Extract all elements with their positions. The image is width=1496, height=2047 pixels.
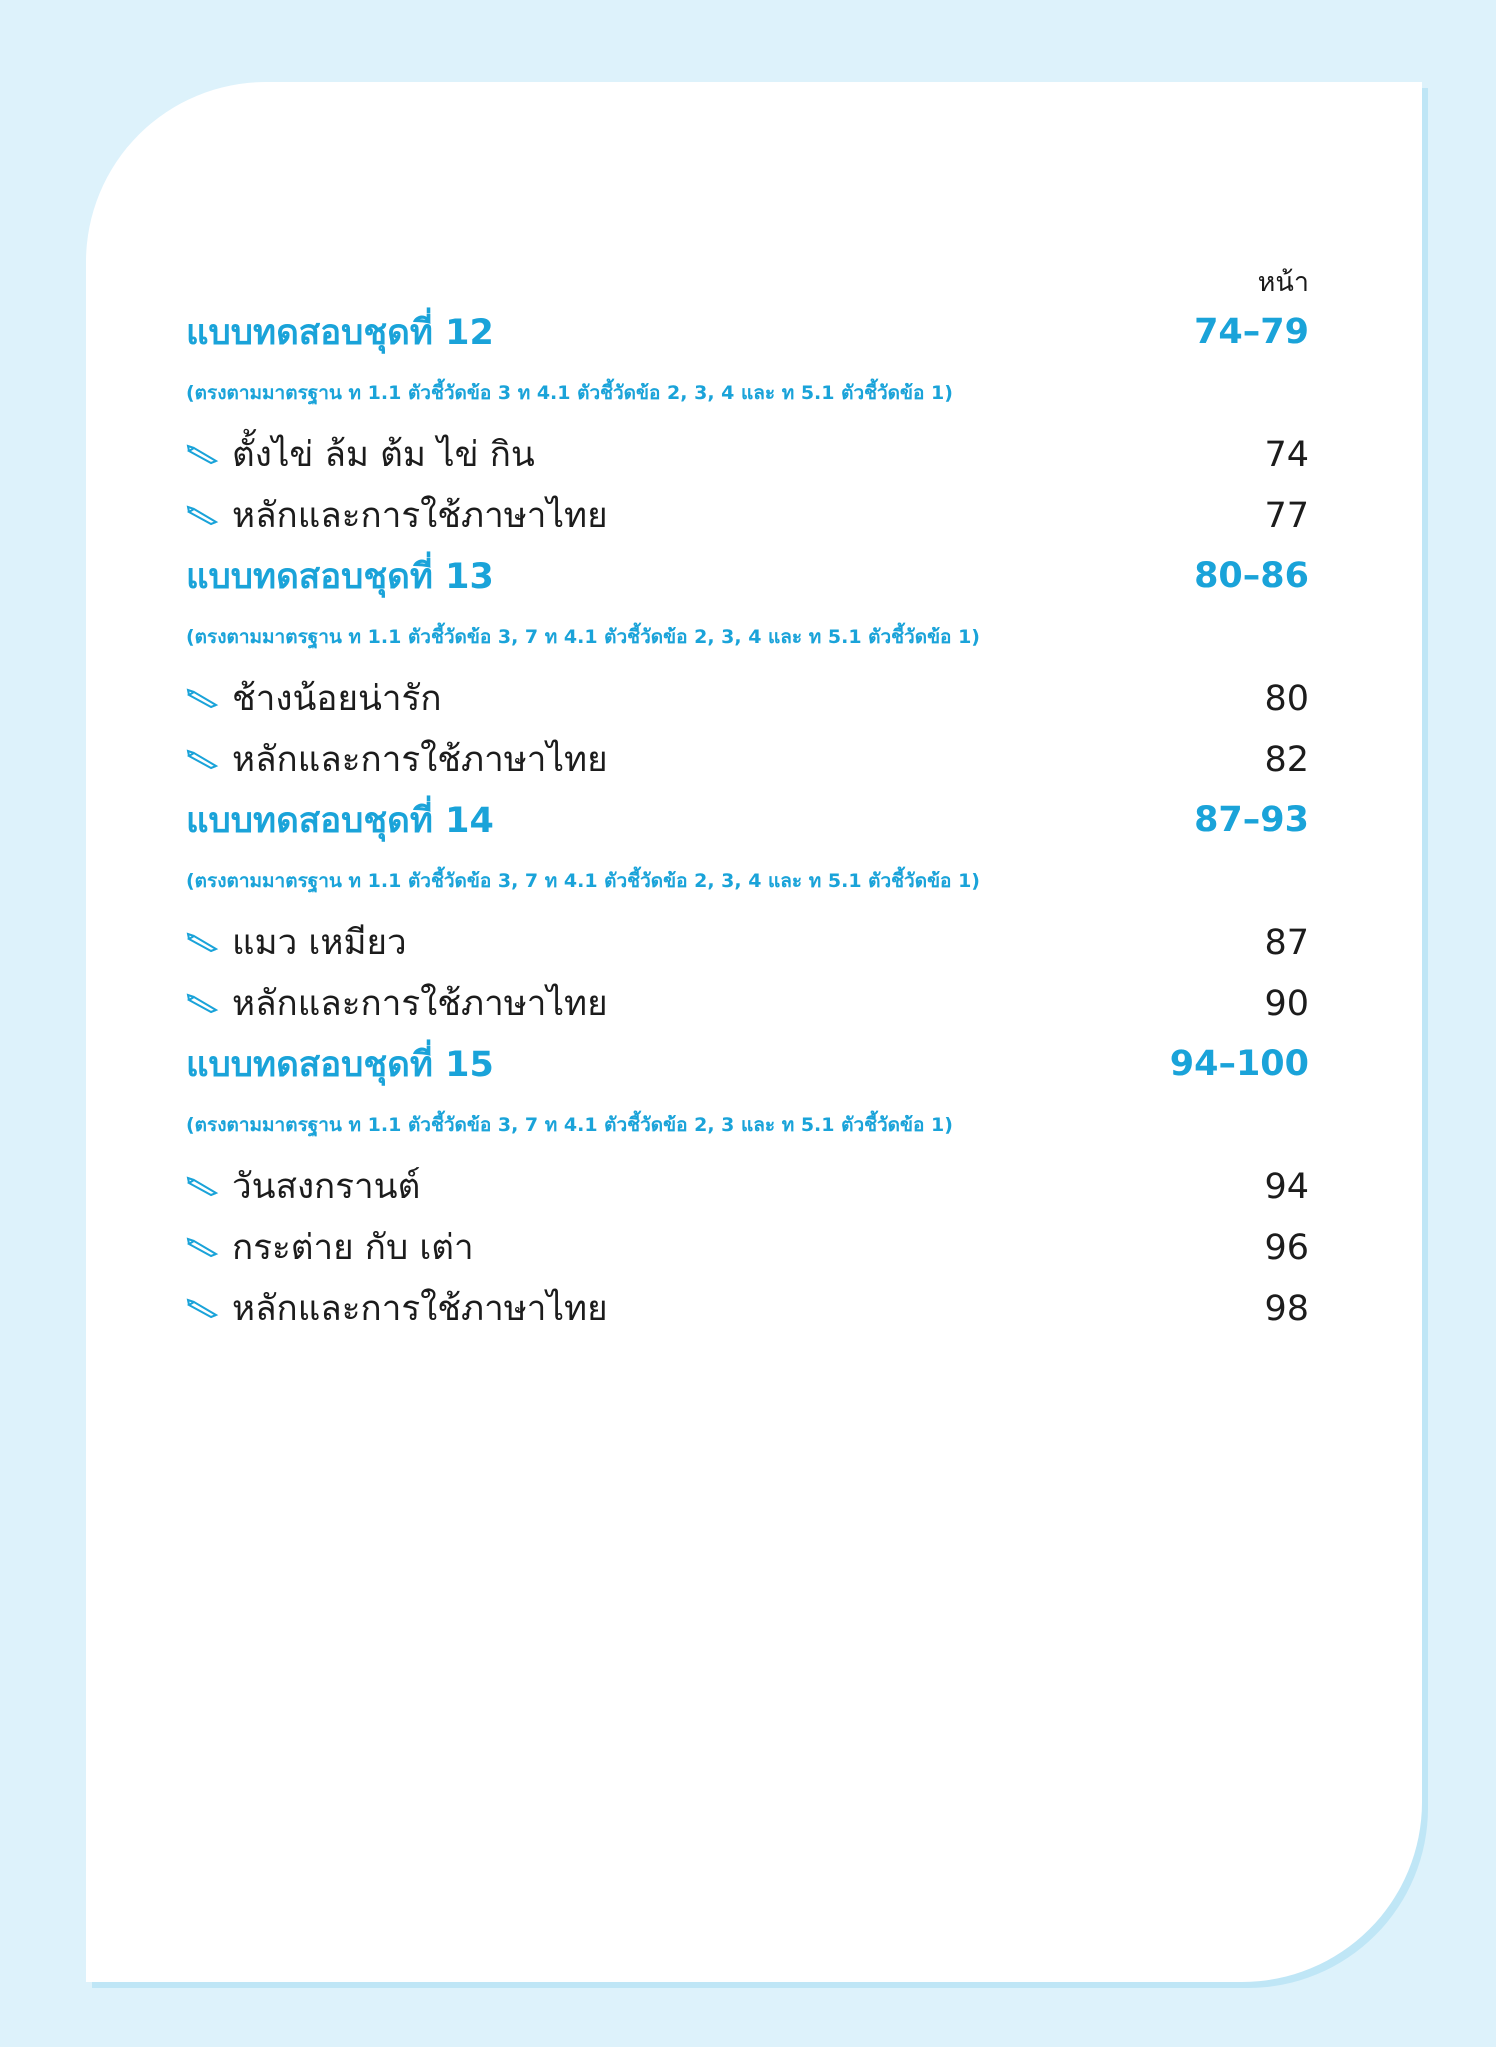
toc-item-page: 77 — [1264, 495, 1309, 536]
section-header-15[interactable] — [186, 1034, 1309, 1094]
toc-item-page: 80 — [1264, 678, 1309, 719]
section-standards: (ตรงตามมาตรฐาน ท 1.1 ตัวชี้วัดข้อ 3, 7 ท 4.1 ตัวชี้วัดข้อ 2, 3, 4 และ ท 5.1 ตัวชี้วัดข้อ 1) — [186, 626, 980, 648]
section-standards: (ตรงตามมาตรฐาน ท 1.1 ตัวชี้วัดข้อ 3, 7 ท 4.1 ตัวชี้วัดข้อ 2, 3, 4 และ ท 5.1 ตัวชี้วัดข้อ 1) — [186, 870, 980, 892]
section-header-14[interactable] — [186, 790, 1309, 850]
toc-item-page: 98 — [1264, 1288, 1309, 1329]
section-pages: 80–86 — [1194, 556, 1309, 596]
section-standards: (ตรงตามมาตรฐาน ท 1.1 ตัวชี้วัดข้อ 3 ท 4.1 ตัวชี้วัดข้อ 2, 3, 4 และ ท 5.1 ตัวชี้วัดข้อ 1) — [186, 382, 953, 404]
pencil-icon — [186, 1236, 220, 1260]
toc-item[interactable] — [186, 1278, 1309, 1339]
pencil-icon — [186, 687, 220, 711]
toc-item-page: 87 — [1264, 922, 1309, 963]
pencil-icon — [186, 931, 220, 955]
toc-item[interactable] — [186, 1217, 1309, 1278]
toc-item-page: 90 — [1264, 983, 1309, 1024]
toc-item-page: 94 — [1264, 1166, 1309, 1207]
toc-item[interactable] — [186, 485, 1309, 546]
toc-item-page: 82 — [1264, 739, 1309, 780]
section-header-13[interactable] — [186, 546, 1309, 606]
pencil-icon — [186, 443, 220, 467]
toc-item[interactable] — [186, 912, 1309, 973]
toc-item-label: กระต่าย กับ เต่า — [232, 1228, 474, 1268]
toc-item-label: ช้างน้อยน่ารัก — [232, 679, 442, 719]
toc-item-label: ตั้งไข่ ล้ม ต้ม ไข่ กิน — [232, 435, 535, 475]
section-standards: (ตรงตามมาตรฐาน ท 1.1 ตัวชี้วัดข้อ 3, 7 ท 4.1 ตัวชี้วัดข้อ 2, 3 และ ท 5.1 ตัวชี้วัดข้อ 1) — [186, 1114, 953, 1136]
toc-item[interactable] — [186, 729, 1309, 790]
section-header-12[interactable] — [186, 302, 1309, 362]
toc-item[interactable] — [186, 668, 1309, 729]
toc-item-label: วันสงกรานต์ — [232, 1167, 421, 1207]
toc-item-label: หลักและการใช้ภาษาไทย — [232, 496, 608, 536]
section-title: แบบทดสอบชุดที่ 15 — [186, 1044, 494, 1085]
toc-item-label: หลักและการใช้ภาษาไทย — [232, 740, 608, 780]
pencil-icon — [186, 992, 220, 1016]
section-title: แบบทดสอบชุดที่ 14 — [186, 800, 494, 841]
section-title: แบบทดสอบชุดที่ 13 — [186, 556, 494, 597]
section-title: แบบทดสอบชุดที่ 12 — [186, 312, 494, 353]
toc-item-label: หลักและการใช้ภาษาไทย — [232, 1289, 608, 1329]
table-of-contents — [186, 302, 1309, 1339]
pencil-icon — [186, 1297, 220, 1321]
section-pages: 94–100 — [1169, 1044, 1309, 1084]
section-pages: 87–93 — [1194, 800, 1309, 840]
pencil-icon — [186, 748, 220, 772]
toc-item-page: 96 — [1264, 1227, 1309, 1268]
toc-item-label: แมว เหมียว — [232, 923, 407, 963]
toc-item[interactable] — [186, 973, 1309, 1034]
section-pages: 74–79 — [1194, 312, 1309, 352]
toc-item-page: 74 — [1264, 434, 1309, 475]
toc-item-label: หลักและการใช้ภาษาไทย — [232, 984, 608, 1024]
toc-item[interactable] — [186, 424, 1309, 485]
pencil-icon — [186, 1175, 220, 1199]
page-card — [86, 82, 1422, 1982]
pencil-icon — [186, 504, 220, 528]
page-column-label: หน้า — [1257, 267, 1309, 298]
toc-item[interactable] — [186, 1156, 1309, 1217]
